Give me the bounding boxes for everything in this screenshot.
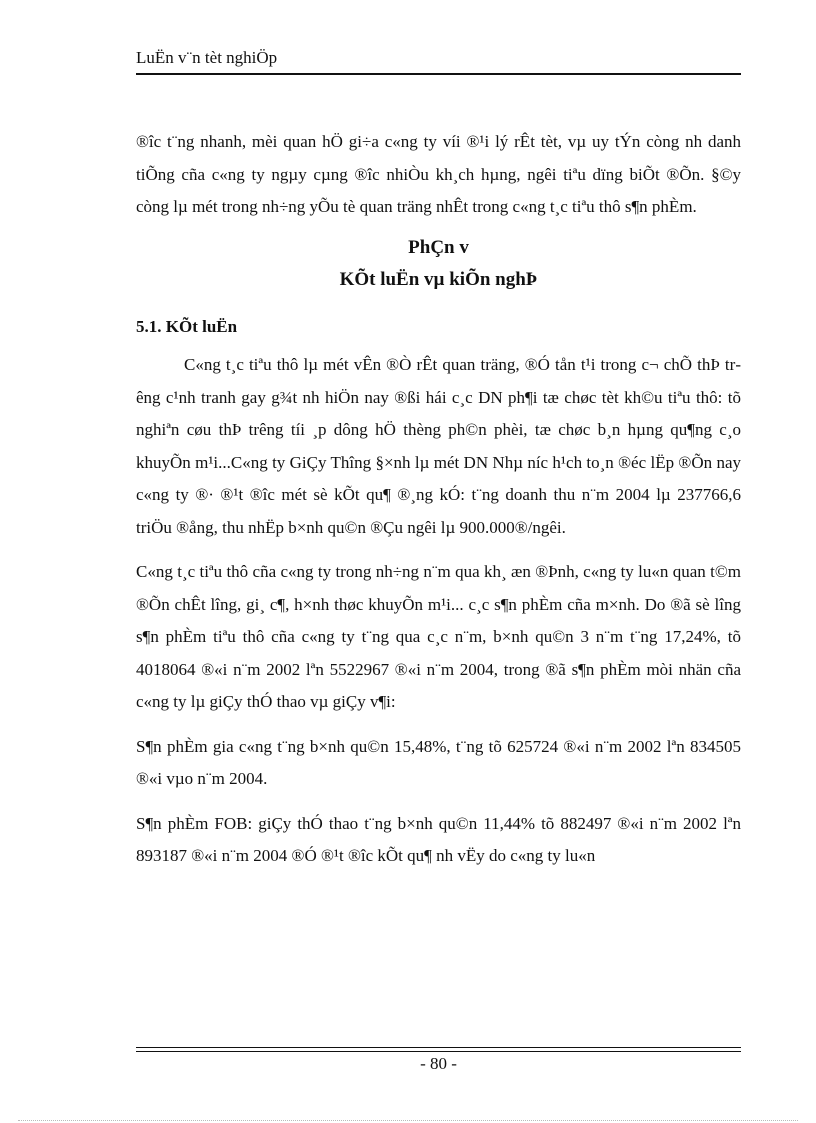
page-number: - 80 - — [420, 1054, 457, 1073]
header-rule — [136, 73, 741, 75]
running-header: LuËn v¨n tèt nghiÖp — [136, 48, 278, 67]
paragraph-2: C«ng t¸c tiªu thô lµ mét vÊn ®Ò rÊt quan träng, ®Ó tån t¹i trong c¬ chÕ thÞ trêng c¹nh tranh gay g¾t nh hiÖn nay ®ßi hái c¸c DN ph¶i tæ chøc tèt kh©u tiªu thô: tõ nghiªn cøu thÞ trêng tíi ¸p dông hÖ thèng ph©n phèi, tæ chøc b¸n hµng qu¶ng c¸o khuyÕn m¹i...C«ng ty GiÇy Thîng §×nh lµ mét DN Nhµ níc h¹ch to¸n ®éc lËp ®Õn nay c«ng ty ®· ®¹t ®îc mét sè kÕt qu¶ ®¸ng kÓ: t¨ng doanh thu n¨m 2004 lµ 237766,6 triÖu ®ång, thu nhËp b×nh qu©n ®Çu ngêi lµ 900.000®/ngêi. — [136, 355, 741, 537]
paragraph-5: S¶n phÈm FOB: giÇy thÓ thao t¨ng b×nh qu©n 11,44% tõ 882497 ®«i n¨m 2002 lªn 893187 ®«i n¨m 2004 ®Ó ®¹t ®îc kÕt qu¶ nh vËy do c«ng ty lu«n — [136, 813, 741, 865]
paragraph-1: ®îc t¨ng nhanh, mèi quan hÖ gi÷a c«ng ty víi ®¹i lý rÊt tèt, vµ uy tÝn còng nh danh tiÕng cña c«ng ty ngµy cµng ®îc nhiÒu kh¸ch hµng, ngêi tiªu dïng biÕt ®Õn. §©y còng lµ mét trong nh÷ng yÕu tè quan träng nhÊt trong c«ng t¸c tiªu thô s¶n phÈm. — [136, 132, 741, 216]
footer-rule — [136, 1047, 741, 1048]
body-content — [136, 126, 741, 873]
paragraph-3: C«ng t¸c tiªu thô cña c«ng ty trong nh÷ng n¨m qua kh¸ æn ®Þnh, c«ng ty lu«n quan t©m ®Õn chÊt lîng, gi¸ c¶, h×nh thøc khuyÕn m¹i... c¸c s¶n phÈm cña m×nh. Do ®ã sè lîng s¶n phÈm tiªu thô cña c«ng ty t¨ng qua c¸c n¨m, b×nh qu©n 3 n¨m t¨ng 17,24%, tõ 4018064 ®«i n¨m 2002 lªn 5522967 ®«i n¨m 2004, trong ®ã s¶n phÈm mòi nhän cña c«ng ty lµ giÇy thÓ thao vµ giÇy v¶i: — [136, 562, 741, 711]
section-heading: 5.1. KÕt luËn — [136, 316, 238, 336]
paragraph-4: S¶n phÈm gia c«ng t¨ng b×nh qu©n 15,48%, t¨ng tõ 625724 ®«i n¨m 2002 lªn 834505 ®«i vµo n¨m 2004. — [136, 736, 741, 788]
part-subtitle: KÕt luËn vµ kiÕn nghÞ — [339, 269, 538, 290]
footer-rule-double — [136, 1051, 741, 1052]
page-bottom-border — [18, 1120, 798, 1121]
part-title: PhÇn v — [408, 236, 469, 258]
